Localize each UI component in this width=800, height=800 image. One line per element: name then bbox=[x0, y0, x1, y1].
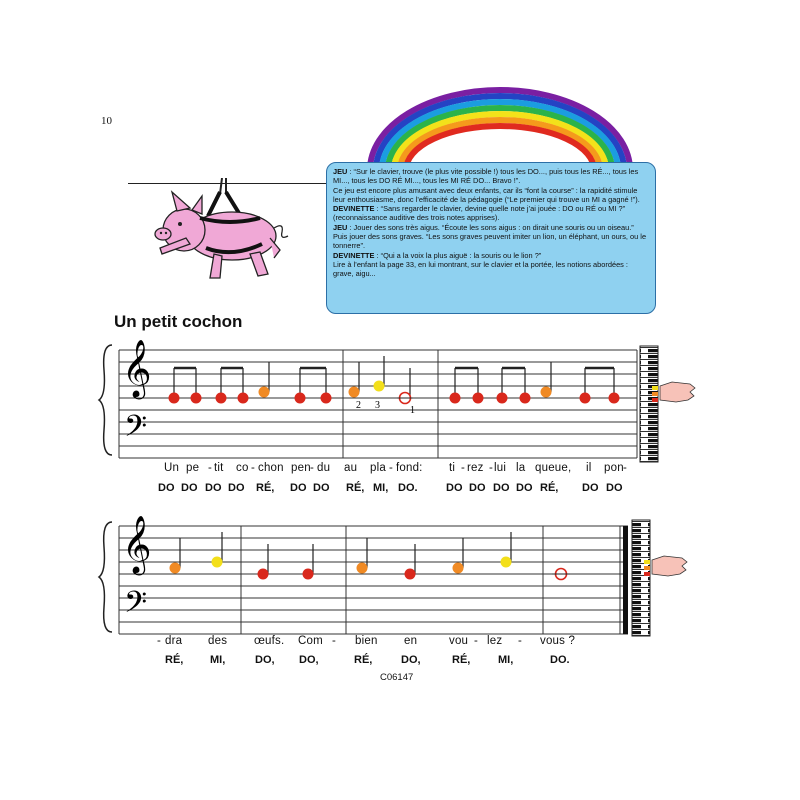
song-title: Un petit cochon bbox=[114, 312, 243, 331]
lyric-syllable: pe bbox=[186, 462, 200, 474]
lyric-syllable: - bbox=[251, 462, 256, 474]
lyric-syllable: il bbox=[586, 462, 592, 474]
lyric-syllable: pen bbox=[291, 462, 311, 474]
info-paragraph-5: DEVINETTE : “Qui a la voix la plus aiguë : la souris ou le lion ?” bbox=[333, 250, 542, 260]
note-name: DO bbox=[516, 482, 533, 494]
note-re-half bbox=[349, 362, 360, 398]
catalog-code: C06147 bbox=[380, 672, 414, 683]
note-name: DO bbox=[582, 482, 599, 494]
lyric-syllable: - bbox=[310, 462, 315, 474]
note-name: DO bbox=[290, 482, 307, 494]
note-name: DO. bbox=[398, 482, 418, 494]
note-names-line-2 bbox=[0, 654, 800, 668]
treble-clef-icon: 𝄞 bbox=[122, 339, 152, 397]
note-name: DO bbox=[181, 482, 198, 494]
info-paragraph-6: Lire à l’enfant la page 33, en lui montrant, sur le clavier et la portée, les notions abordées : grave, aigu... bbox=[333, 259, 628, 279]
info-paragraph-2: Ce jeu est encore plus amusant avec deux enfants, car ils “font la course” : la rapidité stimule leur enthousiasme, donc l’efficacité de la pédagogie (“Le premier qui trouve un MI a gagné !”). bbox=[333, 185, 640, 204]
note-name: DO, bbox=[299, 654, 319, 666]
note-name: DO, bbox=[255, 654, 275, 666]
lyric-syllable: au bbox=[344, 462, 358, 474]
lyric-syllable: ti bbox=[449, 462, 456, 474]
hand-icon-2 bbox=[652, 556, 687, 576]
lyric-syllable: du bbox=[317, 462, 331, 474]
note-names-line-1 bbox=[0, 482, 800, 496]
note-re bbox=[541, 362, 552, 398]
note-name: RÉ, bbox=[346, 482, 365, 494]
bass-clef-icon: 𝄢 bbox=[124, 410, 148, 451]
lyric-syllable: œufs. bbox=[254, 635, 285, 647]
note-name: DO bbox=[606, 482, 623, 494]
lyric-syllable: - bbox=[332, 635, 337, 647]
note-name: DO, bbox=[401, 654, 421, 666]
fingering-1: 1 bbox=[410, 405, 415, 416]
note-re bbox=[259, 362, 270, 398]
note-name: RÉ, bbox=[452, 654, 471, 666]
note-name: RÉ, bbox=[540, 482, 559, 494]
bass-clef-icon-2: 𝄢 bbox=[124, 586, 148, 627]
note-name: RÉ, bbox=[354, 654, 373, 666]
keyboard-1 bbox=[640, 346, 658, 462]
lyric-syllable: bien bbox=[355, 635, 378, 647]
note-name: DO bbox=[493, 482, 510, 494]
notes-system-1 bbox=[169, 356, 620, 404]
info-paragraph-3: DEVINETTE : “Sans regarder le clavier, devine quelle note j’ai jouée : DO ou RÉ ou MI ?” (reconnaissance auditive des trois notes apprises). bbox=[333, 204, 626, 223]
note-name: MI, bbox=[373, 482, 389, 494]
lyric-syllable: en bbox=[404, 635, 418, 647]
note-re bbox=[357, 538, 368, 574]
page-number: 10 bbox=[101, 115, 112, 127]
fingering-2: 2 bbox=[356, 400, 361, 411]
note-re bbox=[453, 538, 464, 574]
note-do-whole bbox=[552, 569, 570, 580]
staff-system-1 bbox=[99, 339, 637, 458]
note-name: DO bbox=[446, 482, 463, 494]
lyric-syllable: - bbox=[208, 462, 213, 474]
note-name: MI, bbox=[210, 654, 226, 666]
lyric-syllable: - bbox=[518, 635, 523, 647]
lyric-syllable: vous ? bbox=[540, 635, 576, 647]
fingering-3: 3 bbox=[375, 400, 380, 411]
lyric-syllable: co bbox=[236, 462, 249, 474]
note-name: DO bbox=[158, 482, 175, 494]
staff-system-2 bbox=[99, 515, 628, 634]
lyric-syllable: - bbox=[389, 462, 394, 474]
note-name: DO bbox=[469, 482, 486, 494]
note-name: DO bbox=[228, 482, 245, 494]
lyric-syllable: - bbox=[474, 635, 479, 647]
lyric-syllable: Com bbox=[298, 635, 323, 647]
lyric-syllable: fond: bbox=[396, 462, 423, 474]
lyric-syllable: - bbox=[461, 462, 466, 474]
hand-icon bbox=[660, 382, 695, 402]
lyrics-line-1 bbox=[0, 462, 800, 476]
info-paragraph-1: JEU : “Sur le clavier, trouve (le plus vite possible !) tous les DO..., puis tous les RÉ..., tous les MI..., tous les DO RÉ MI..., tous les MI RÉ DO... Bravo !”. bbox=[333, 167, 639, 186]
lyric-syllable: pon bbox=[604, 462, 624, 474]
lyric-syllable: pla bbox=[370, 462, 386, 474]
lyrics-line-2 bbox=[0, 635, 800, 649]
lyric-syllable: - bbox=[489, 462, 494, 474]
lyric-syllable: tit bbox=[214, 462, 224, 474]
lyric-syllable: la bbox=[516, 462, 526, 474]
notes-system-2 bbox=[170, 532, 571, 580]
treble-clef-icon-2: 𝄞 bbox=[122, 515, 152, 573]
note-name: RÉ, bbox=[256, 482, 275, 494]
lyric-syllable: lez bbox=[487, 635, 503, 647]
note-name: RÉ, bbox=[165, 654, 184, 666]
lyric-syllable: - bbox=[623, 462, 628, 474]
keyboard-2 bbox=[632, 520, 650, 636]
lyric-syllable: des bbox=[208, 635, 228, 647]
lyric-syllable: vou bbox=[449, 635, 469, 647]
note-name: DO. bbox=[550, 654, 570, 666]
lyric-syllable: lui bbox=[494, 462, 507, 474]
lyric-syllable: - bbox=[157, 635, 162, 647]
note-name: DO bbox=[205, 482, 222, 494]
info-paragraph-4: JEU : Jouer des sons très aigus. “Écoute les sons aigus : on dirait une souris ou un oiseau.” Puis jouer des sons graves. “Les sons graves peuvent imiter un lion, un éléphant, un ours, ou le tonnerre”. bbox=[333, 222, 647, 251]
note-re bbox=[170, 538, 181, 574]
lyric-syllable: dra bbox=[165, 635, 183, 647]
note-name: MI, bbox=[498, 654, 514, 666]
note-name: DO bbox=[313, 482, 330, 494]
lyric-syllable: Un bbox=[164, 462, 180, 474]
lyric-syllable: rez bbox=[467, 462, 484, 474]
lyric-syllable: chon bbox=[258, 462, 284, 474]
lyric-syllable: queue, bbox=[535, 462, 572, 474]
